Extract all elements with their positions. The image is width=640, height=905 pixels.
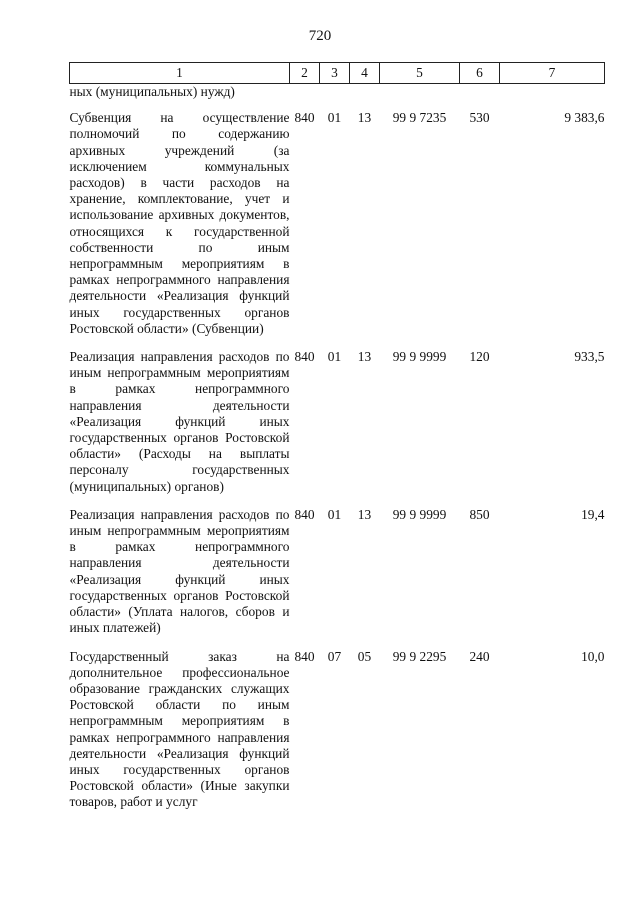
row-amount: 933,5	[574, 349, 605, 365]
row-subsection: 13	[357, 506, 372, 522]
row-amount: 10,0	[581, 648, 605, 664]
row-expense-type: 850	[469, 506, 490, 522]
row-subsection: 13	[357, 110, 372, 126]
row-ministry: 840	[294, 648, 315, 664]
row-target-item: 99 9 2295	[392, 648, 447, 664]
header-col-3: 3	[320, 63, 350, 84]
row-ministry: 840	[294, 110, 315, 126]
header-col-6: 6	[460, 63, 500, 84]
header-col-2: 2	[290, 63, 320, 84]
header-row	[70, 63, 605, 84]
table-row	[70, 347, 605, 505]
row-section: 07	[327, 648, 342, 664]
header-col-7: 7	[500, 63, 605, 84]
row-target-item: 99 9 9999	[392, 506, 447, 522]
budget-table	[69, 62, 605, 821]
header-col-4: 4	[350, 63, 380, 84]
continuation-text: ных (муниципальных) нужд)	[69, 84, 235, 99]
row-description: Реализация направления расходов по иным непрограммным мероприятиям в рамках непрограммного направления деятельности «Реализация функций иных государственных органов Ростовской области» (Расходы на выплаты персоналу государственных (муниципальных) органов)	[69, 349, 290, 494]
row-subsection: 05	[357, 648, 372, 664]
page-number: 720	[308, 28, 332, 44]
header-col-1: 1	[70, 63, 290, 84]
row-description: Реализация направления расходов по иным непрограммным мероприятиям в рамках непрограммного направления деятельности «Реализация функций иных государственных органов Ростовской области» (Уплата налогов, сборов и иных платежей)	[69, 506, 290, 636]
row-amount: 19,4	[581, 506, 605, 522]
row-section: 01	[327, 506, 342, 522]
table-row	[70, 647, 605, 821]
row-description: Государственный заказ на дополнительное профессиональное образование гражданских служащих Ростовской области по иным непрограммным мероприятиям в рамках непрограммного направления деятельности «Реализация функций иных государственных органов Ростовской области» (Иные закупки товаров, работ и услуг	[69, 648, 290, 810]
row-ministry: 840	[294, 349, 315, 365]
row-target-item: 99 9 7235	[392, 110, 447, 126]
row-expense-type: 120	[469, 349, 490, 365]
row-section: 01	[327, 349, 342, 365]
header-col-5: 5	[380, 63, 460, 84]
row-ministry: 840	[294, 506, 315, 522]
row-description: Субвенция на осуществление полномочий по содержанию архивных учреждений (за исключением коммунальных расходов) в части расходов на хранение, комплектование, учет и использование архивных документов, относящихся к государственной собственности по иным непрограммным мероприятиям в рамках непрограммного направления деятельности «Реализация функций иных государственных органов Ростовской области» (Субвенции)	[69, 110, 290, 336]
row-expense-type: 240	[469, 648, 490, 664]
row-section: 01	[327, 110, 342, 126]
row-subsection: 13	[357, 349, 372, 365]
row-expense-type: 530	[469, 110, 490, 126]
continuation-row	[70, 84, 605, 109]
row-target-item: 99 9 9999	[392, 349, 447, 365]
table-row	[70, 505, 605, 647]
table-row	[70, 108, 605, 347]
row-amount: 9 383,6	[564, 110, 605, 126]
